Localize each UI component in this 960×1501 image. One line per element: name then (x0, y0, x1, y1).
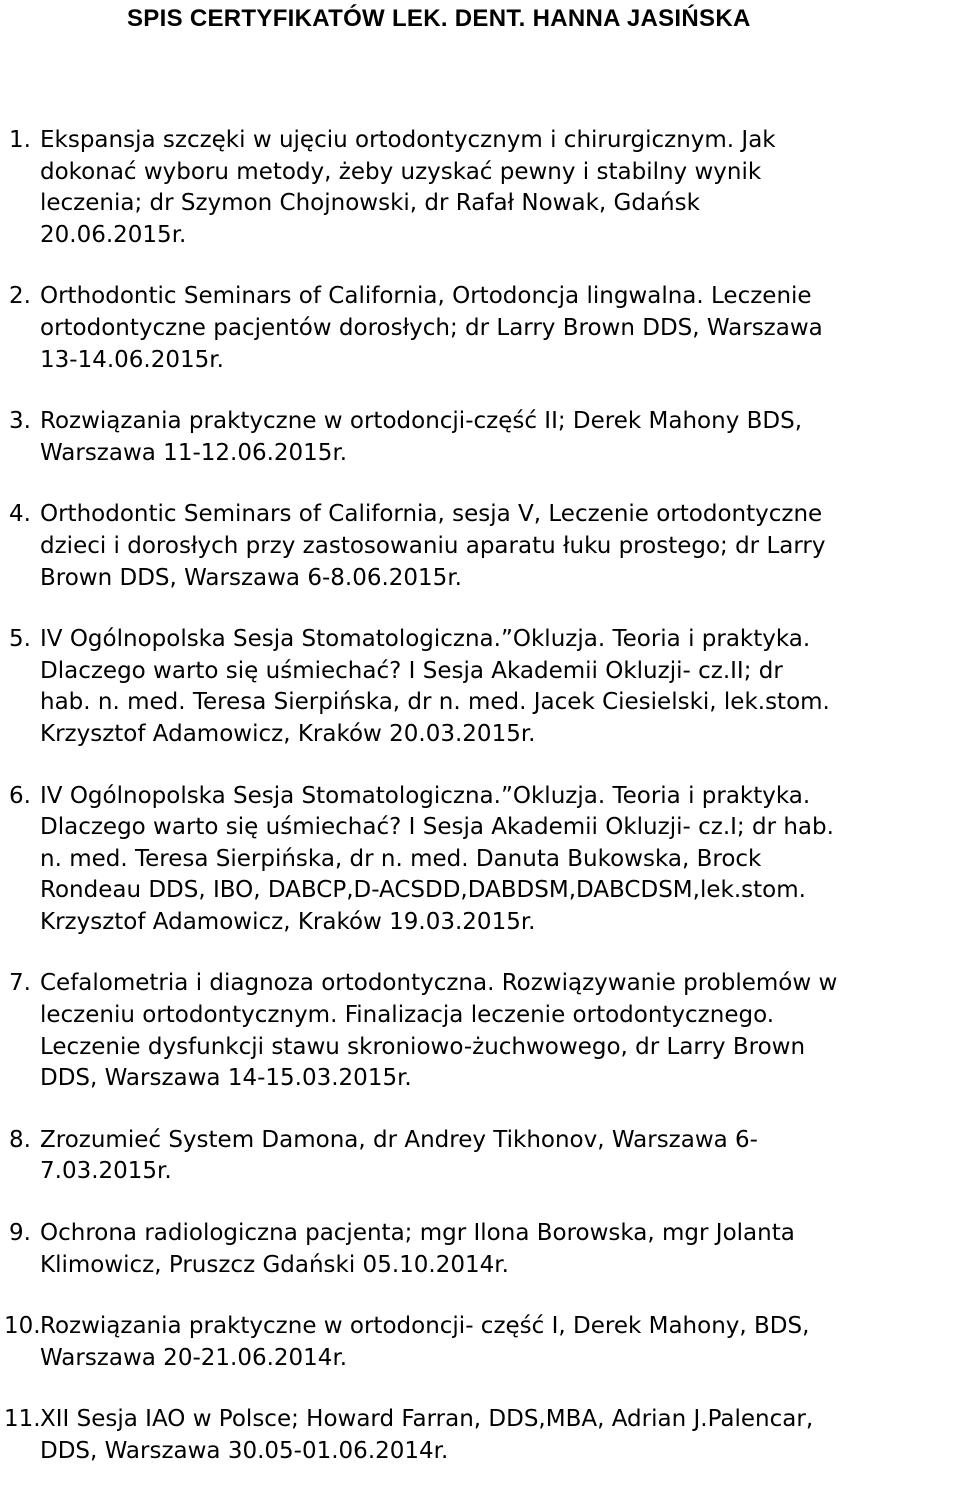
document-title: SPIS CERTYFIKATÓW LEK. DENT. HANNA JASIŃSKA (127, 5, 751, 32)
certificate-line: Rozwiązania praktyczne w ortodoncji- część I, Derek Mahony, BDS, (40, 1313, 810, 1340)
certificate-line: Krzysztof Adamowicz, Kraków 19.03.2015r. (40, 908, 536, 935)
certificate-item (0, 1311, 960, 1374)
certificate-line: Warszawa 20-21.06.2014r. (40, 1344, 348, 1371)
certificate-line: Leczenie dysfunkcji stawu skroniowo-żuchwowego, dr Larry Brown (40, 1033, 806, 1060)
certificate-number: 8. (9, 1126, 31, 1153)
certificate-line: Brown DDS, Warszawa 6-8.06.2015r. (40, 564, 462, 591)
certificate-description (40, 1125, 960, 1188)
certificate-line: Zrozumieć System Damona, dr Andrey Tikhonov, Warszawa 6- (40, 1126, 758, 1153)
certificate-item (0, 281, 960, 376)
certificate-description (40, 499, 960, 594)
certificate-line: DDS, Warszawa 14-15.03.2015r. (40, 1065, 412, 1092)
certificate-item (0, 1218, 960, 1281)
certificate-number: 5. (9, 626, 31, 653)
certificate-description (40, 624, 960, 750)
certificate-number: 1. (9, 127, 31, 153)
certificate-line: Warszawa 11-12.06.2015r. (40, 439, 348, 466)
certificate-number: 9. (9, 1220, 31, 1247)
certificate-number: 3. (9, 408, 31, 435)
certificate-item (0, 1404, 960, 1467)
certificate-list (0, 125, 960, 1498)
certificate-description (40, 1218, 960, 1281)
certificate-item (0, 125, 960, 251)
certificate-description (40, 1404, 960, 1467)
certificate-description (40, 1311, 960, 1374)
certificate-line: dzieci i dorosłych przy zastosowaniu aparatu łuku prostego; dr Larry (40, 532, 826, 559)
certificate-line: IV Ogólnopolska Sesja Stomatologiczna.”Okluzja. Teoria i praktyka. (40, 626, 811, 653)
certificate-description (40, 781, 960, 939)
certificate-line: IV Ogólnopolska Sesja Stomatologiczna.”Okluzja. Teoria i praktyka. (40, 782, 811, 809)
certificate-line: Klimowicz, Pruszcz Gdański 05.10.2014r. (40, 1251, 509, 1278)
certificate-description (40, 125, 960, 251)
certificate-line: hab. n. med. Teresa Sierpińska, dr n. med. Jacek Ciesielski, lek.stom. (40, 689, 830, 716)
certificate-line: Rozwiązania praktyczne w ortodoncji-część II; Derek Mahony BDS, (40, 408, 803, 435)
certificate-number: 7. (9, 970, 31, 997)
certificate-line: Ekspansja szczęki w ujęciu ortodontycznym i chirurgicznym. Jak (40, 127, 776, 153)
certificate-line: Krzysztof Adamowicz, Kraków 20.03.2015r. (40, 720, 536, 747)
certificate-line: Dlaczego warto się uśmiechać? I Sesja Akademii Okluzji- cz.II; dr (40, 657, 783, 684)
certificate-number: 11. (4, 1406, 41, 1433)
certificate-line: 13-14.06.2015r. (40, 346, 224, 373)
certificate-line: 7.03.2015r. (40, 1158, 172, 1185)
certificate-number: 2. (9, 283, 31, 310)
certificate-item (0, 406, 960, 469)
certificate-item (0, 781, 960, 939)
certificate-line: n. med. Teresa Sierpińska, dr n. med. Danuta Bukowska, Brock (40, 845, 762, 872)
certificate-item (0, 1125, 960, 1188)
certificate-line: leczeniu ortodontycznym. Finalizacja leczenie ortodontycznego. (40, 1002, 775, 1029)
certificate-line: Ochrona radiologiczna pacjenta; mgr Ilona Borowska, mgr Jolanta (40, 1220, 795, 1247)
certificate-item (0, 624, 960, 750)
certificate-line: Orthodontic Seminars of California, Ortodoncja lingwalna. Leczenie (40, 283, 812, 310)
certificate-number: 4. (9, 501, 31, 528)
certificate-line: DDS, Warszawa 30.05-01.06.2014r. (40, 1438, 449, 1464)
certificate-line: Orthodontic Seminars of California, sesja V, Leczenie ortodontyczne (40, 501, 823, 528)
certificate-description (40, 406, 960, 469)
certificate-number: 10. (4, 1313, 41, 1340)
certificate-line: ortodontyczne pacjentów dorosłych; dr Larry Brown DDS, Warszawa (40, 314, 823, 341)
certificate-item (0, 968, 960, 1094)
certificate-item (0, 499, 960, 594)
certificate-line: dokonać wyboru metody, żeby uzyskać pewny i stabilny wynik (40, 158, 762, 185)
certificate-line: Cefalometria i diagnoza ortodontyczna. Rozwiązywanie problemów w (40, 970, 838, 997)
certificate-line: leczenia; dr Szymon Chojnowski, dr Rafał Nowak, Gdańsk (40, 190, 700, 217)
certificate-line: 20.06.2015r. (40, 221, 187, 248)
certificate-number: 6. (9, 782, 31, 809)
certificate-line: Dlaczego warto się uśmiechać? I Sesja Akademii Okluzji- cz.I; dr hab. (40, 814, 834, 841)
certificate-description (40, 281, 960, 376)
certificate-line: XII Sesja IAO w Polsce; Howard Farran, DDS,MBA, Adrian J.Palencar, (40, 1406, 814, 1433)
certificate-description (40, 968, 960, 1094)
certificate-line: Rondeau DDS, IBO, DABCP,D-ACSDD,DABDSM,DABCDSM,lek.stom. (40, 877, 806, 904)
